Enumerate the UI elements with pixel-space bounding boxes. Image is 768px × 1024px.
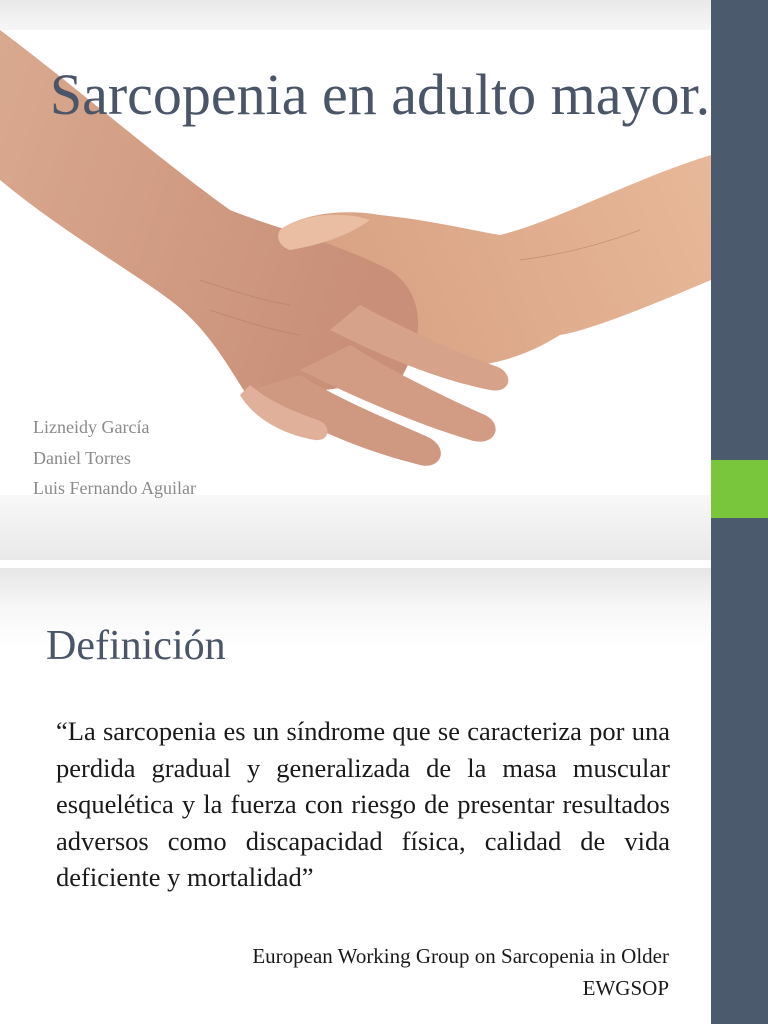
slide-heading: Definición [46,623,226,669]
author-name: Lizneidy García [33,417,150,437]
slide-title: Sarcopenia en adulto mayor. [49,62,711,127]
source-line: European Working Group on Sarcopenia in Older [252,944,669,968]
author-list [33,412,196,504]
source-line: EWGSOP [582,976,669,1000]
author-name: Luis Fernando Aguilar [33,478,196,498]
definition-quote: “La sarcopenia es un síndrome que se caracteriza por una perdida gradual y generalizada de la masa muscular esquelética y la fuerza con riesgo de presentar resultados adversos como discapacidad física, calidad de vida deficiente y mortalidad” [56,716,670,892]
quote-source [49,940,669,1004]
definition-slide [0,568,711,1024]
side-accent-block [711,460,768,518]
author-name: Daniel Torres [33,447,131,468]
